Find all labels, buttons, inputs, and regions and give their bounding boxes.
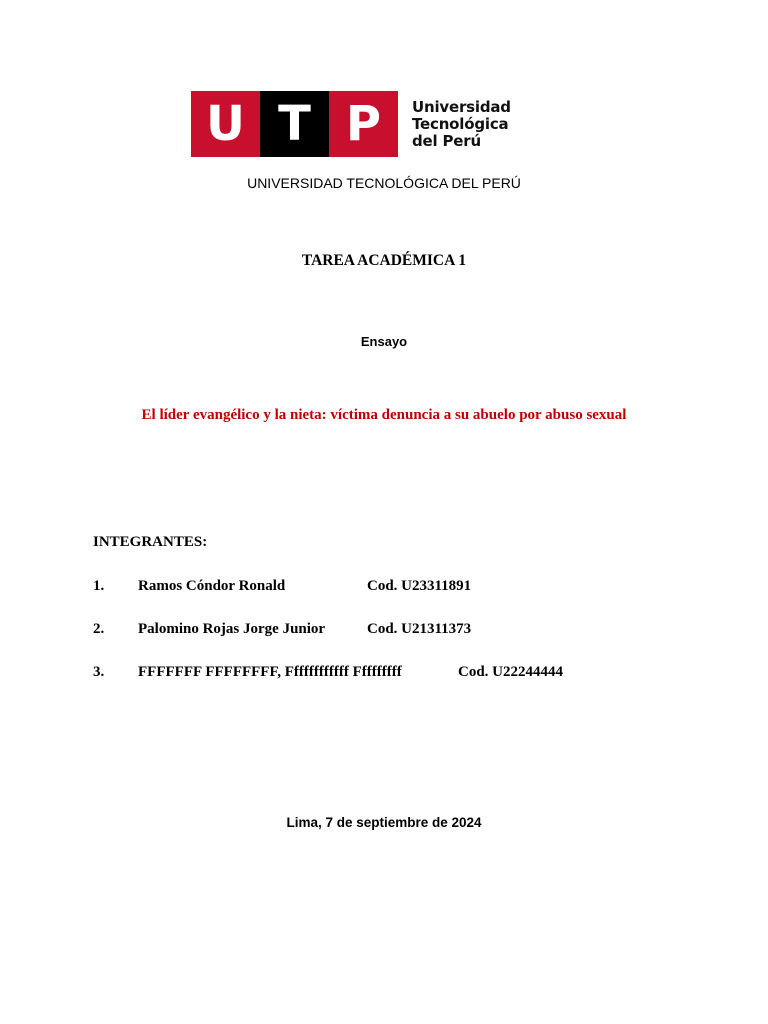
logo-text-line-3: del Perú bbox=[412, 131, 481, 150]
utp-logo bbox=[191, 91, 513, 157]
member-code: Cod. U21311373 bbox=[367, 621, 472, 637]
member-number: 1. bbox=[93, 578, 105, 594]
logo-letter-p: P bbox=[329, 91, 398, 157]
members-heading: INTEGRANTES: bbox=[93, 534, 208, 550]
member-name: Ramos Cóndor Ronald bbox=[138, 578, 286, 594]
member-name: Palomino Rojas Jorge Junior bbox=[138, 621, 326, 637]
date-line: Lima, 7 de septiembre de 2024 bbox=[286, 815, 482, 830]
member-number: 2. bbox=[93, 621, 105, 637]
member-name: FFFFFFF FFFFFFFF, Ffffffffffff Fffffffff bbox=[138, 664, 402, 680]
member-code: Cod. U23311891 bbox=[367, 578, 472, 594]
logo-text-line-1: Universidad bbox=[412, 97, 511, 116]
logo-text-line-2: Tecnológica bbox=[412, 114, 509, 133]
member-number: 3. bbox=[93, 664, 105, 680]
member-row-3 bbox=[93, 663, 693, 682]
essay-title: El líder evangélico y la nieta: víctima denuncia a su abuelo por abuso sexual bbox=[141, 407, 627, 423]
logo-letter-t: T bbox=[260, 91, 329, 157]
document-type: Ensayo bbox=[360, 334, 408, 349]
logo-letter-u: U bbox=[191, 91, 260, 157]
member-row-1 bbox=[93, 577, 693, 596]
assignment-title: TAREA ACADÉMICA 1 bbox=[301, 252, 467, 269]
member-row-2 bbox=[93, 620, 693, 639]
university-name: UNIVERSIDAD TECNOLÓGICA DEL PERÚ bbox=[247, 175, 521, 191]
logo-wordmark bbox=[412, 99, 511, 150]
member-code: Cod. U22244444 bbox=[458, 664, 564, 680]
